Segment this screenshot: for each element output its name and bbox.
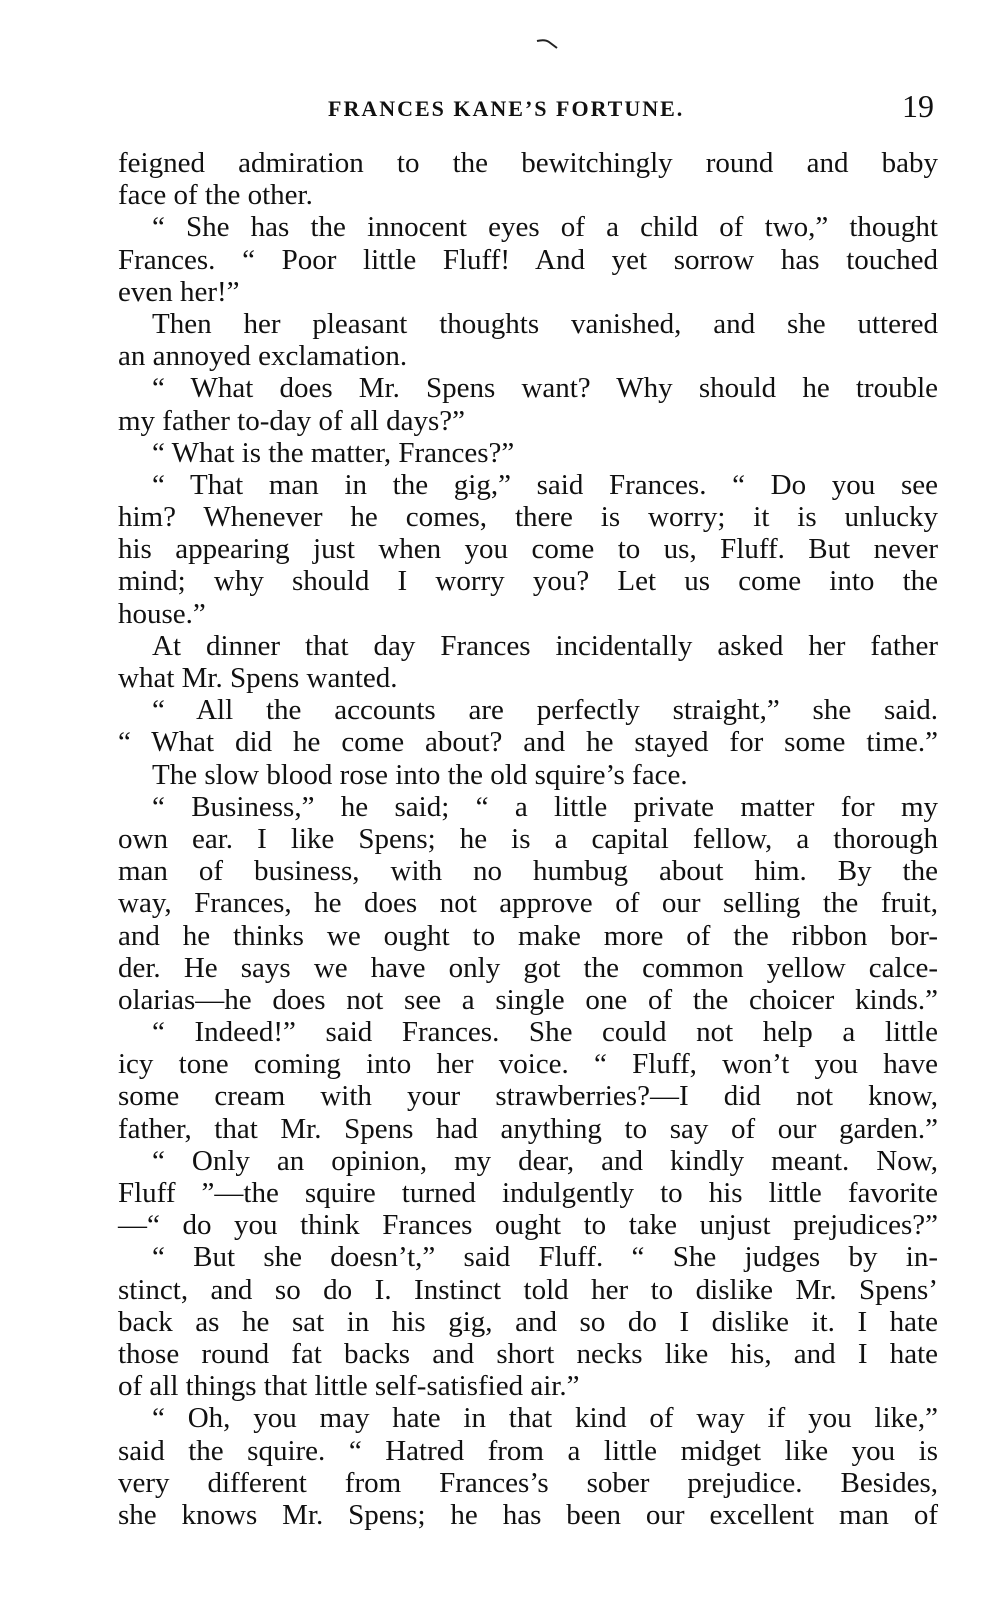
text-line: “ Indeed!” said Frances. She could not help a little bbox=[152, 1016, 938, 1049]
text-line: father, that Mr. Spens had anything to say of our garden.” bbox=[118, 1112, 938, 1145]
text-line: olarias—he does not see a single one of the choicer kinds.” bbox=[118, 983, 938, 1016]
text-line: what Mr. Spens wanted. bbox=[118, 662, 398, 694]
text-line: own ear. I like Spens; he is a capital fellow, a thorough bbox=[118, 822, 938, 855]
text-line: some cream with your strawberries?—I did not know, bbox=[118, 1080, 938, 1113]
page-number: 19 bbox=[902, 88, 934, 124]
text-line: said the squire. “ Hatred from a little midget like you is bbox=[118, 1434, 938, 1467]
text-line: him? Whenever he comes, there is worry; it is unlucky bbox=[118, 501, 938, 534]
text-line: Then her pleasant thoughts vanished, and she uttered bbox=[152, 307, 938, 340]
running-title: FRANCES KANE’S FORTUNE. bbox=[328, 96, 685, 121]
text-line: “ All the accounts are perfectly straight,” she said. bbox=[152, 694, 938, 727]
ink-mark bbox=[536, 38, 558, 50]
text-line: of all things that little self-satisfied air.” bbox=[118, 1370, 580, 1403]
text-line: “ What is the matter, Frances?” bbox=[152, 436, 515, 469]
text-line: der. He says we have only got the common yellow calce- bbox=[118, 951, 938, 984]
page-header bbox=[118, 88, 938, 128]
text-line: Fluff ”—the squire turned indulgently to his little favorite bbox=[118, 1177, 938, 1209]
text-line: an annoyed exclamation. bbox=[118, 340, 408, 373]
text-line: “ What did he come about? and he stayed for some time.” bbox=[118, 726, 938, 759]
text-line: “ Only an opinion, my dear, and kindly meant. Now, bbox=[152, 1144, 938, 1177]
text-line: “ What does Mr. Spens want? Why should he trouble bbox=[152, 372, 938, 405]
page-body bbox=[118, 147, 938, 1531]
text-line: his appearing just when you come to us, Fluff. But never bbox=[118, 533, 938, 566]
text-line: icy tone coming into her voice. “ Fluff, won’t you have bbox=[118, 1048, 938, 1081]
text-line: those round fat backs and short necks like his, and I hate bbox=[118, 1337, 938, 1370]
text-line: The slow blood rose into the old squire’s face. bbox=[152, 758, 688, 791]
text-line: At dinner that day Frances incidentally asked her father bbox=[152, 629, 938, 662]
text-line: man of business, with no humbug about him. By the bbox=[118, 855, 938, 888]
text-line: —“ do you think Frances ought to take unjust prejudices?” bbox=[118, 1209, 938, 1242]
text-line: mind; why should I worry you? Let us come into the bbox=[118, 565, 938, 598]
text-line: “ Business,” he said; “ a little private matter for my bbox=[152, 790, 938, 823]
text-line: “ But she doesn’t,” said Fluff. “ She judges by in- bbox=[152, 1241, 938, 1274]
text-line: feigned admiration to the bewitchingly round and baby bbox=[118, 147, 938, 179]
text-line: way, Frances, he does not approve of our selling the fruit, bbox=[118, 887, 938, 920]
book-page bbox=[118, 0, 938, 1613]
text-line: even her!” bbox=[118, 275, 240, 308]
text-line: back as he sat in his gig, and so do I dislike it. I hate bbox=[118, 1305, 938, 1338]
text-line: “ That man in the gig,” said Frances. “ Do you see bbox=[152, 468, 938, 501]
text-line: stinct, and so do I. Instinct told her to dislike Mr. Spens’ bbox=[118, 1273, 938, 1306]
text-line: “ She has the innocent eyes of a child of two,” thought bbox=[152, 211, 938, 244]
text-line: face of the other. bbox=[118, 179, 313, 212]
text-line: very different from Frances’s sober prejudice. Besides, bbox=[118, 1466, 938, 1499]
text-line: Frances. “ Poor little Fluff! And yet sorrow has touched bbox=[118, 243, 938, 276]
text-line: “ Oh, you may hate in that kind of way if you like,” bbox=[152, 1402, 938, 1435]
text-line: my father to-day of all days?” bbox=[118, 404, 466, 437]
text-line: she knows Mr. Spens; he has been our excellent man of bbox=[118, 1498, 938, 1531]
text-line: and he thinks we ought to make more of the ribbon bor- bbox=[118, 919, 938, 952]
text-line: house.” bbox=[118, 597, 206, 630]
